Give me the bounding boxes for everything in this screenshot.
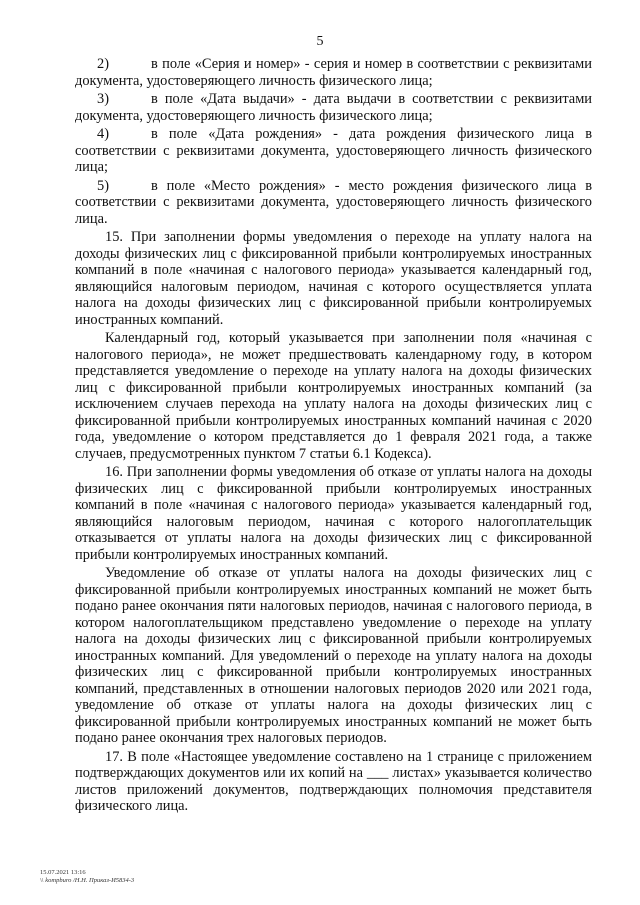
list-item xyxy=(75,178,592,228)
paragraph-16: 16. При заполнении формы уведомления об отказе от уплаты налога на доходы физических лиц с фиксированной прибыли контролируемых иностранных компаний в поле «начиная с налогового периода» указывается календарный год, являющийся налоговым периодом, начиная с которого налогоплательщик отказывается от уплаты налога на доходы физических лиц с фиксированной прибыли контролируемых иностранных компаний. xyxy=(75,464,592,563)
list-item-text: в поле «Дата выдачи» - дата выдачи в соответствии с реквизитами документа, удостоверяющего личность физического лица; xyxy=(75,91,592,124)
list-item-text: в поле «Серия и номер» - серия и номер в соответствии с реквизитами документа, удостоверяющего личность физического лица; xyxy=(75,56,592,89)
list-item xyxy=(75,91,592,124)
footer xyxy=(40,869,134,885)
list-item xyxy=(75,126,592,176)
list-item-text: в поле «Место рождения» - место рождения физического лица в соответствии с реквизитами документа, удостоверяющего личность физического лица. xyxy=(75,177,592,227)
document-body xyxy=(75,56,592,817)
list-item-number: 4) xyxy=(97,126,109,142)
paragraph-17: 17. В поле «Настоящее уведомление составлено на 1 странице с приложением подтверждающих документов или их копий на ___ листах» указывается количество листов приложений документов, подтверждающих полномочия представителя физического лица. xyxy=(75,748,592,814)
footer-timestamp: 15.07.2021 13:16 xyxy=(40,869,86,876)
list-item-number: 5) xyxy=(97,177,109,194)
list-item xyxy=(75,56,592,89)
paragraph-15: 15. При заполнении формы уведомления о переходе на уплату налога на доходы физических лиц с фиксированной прибыли контролируемых иностранных компаний в поле «начиная с налогового периода» указывается календарный год, являющийся налоговым периодом, начиная с которого осуществляется уплата налога на доходы физических лиц с фиксированной прибыли контролируемых иностранных компаний. xyxy=(75,229,592,328)
list-item-number: 3) xyxy=(97,91,109,107)
list-item-number: 2) xyxy=(97,56,109,72)
paragraph-refusal-notice: Уведомление об отказе от уплаты налога на доходы физических лиц с фиксированной прибыли контролируемых иностранных компаний не может быть подано ранее окончания пяти налоговых периодов, начиная с налогового периода, в котором налогоплательщиком представлено уведомление о переходе на уплату налога на доходы физических лиц с фиксированной прибыли контролируемых иностранных компаний. Для уведомлений о переходе на уплату налога на доходы физических лиц с фиксированной прибыли контролируемых иностранных компаний, представленных в отношении налоговых периодов 2020 или 2021 года, уведомление об отказе от уплаты налога на доходы физических лиц с фиксированной прибыли контролируемых иностранных компаний не может быть подано ранее окончания трех налоговых периодов. xyxy=(75,565,592,746)
paragraph-calendar-year: Календарный год, который указывается при заполнении поля «начиная с налогового периода», не может предшествовать календарному году, в котором представляется уведомление о переходе на уплату налога на доходы физических лиц с фиксированной прибыли контролируемых иностранных компаний (за исключением случаев перехода на уплату налога на доходы физических лиц с фиксированной прибыли контролируемых иностранных компаний начиная с 2020 года, уведомление о котором представляется до 1 февраля 2021 года, а также случаев, предусмотренных пунктом 7 статьи 6.1 Кодекса). xyxy=(75,330,592,462)
footer-document-id: \\ kompburo /Н.Н. Приказ-И5834-3 xyxy=(40,877,135,884)
list-item-text: в поле «Дата рождения» - дата рождения физического лица в соответствии с реквизитами документа, удостоверяющего личность физического лица; xyxy=(75,126,592,175)
page-number: 5 xyxy=(316,34,324,49)
